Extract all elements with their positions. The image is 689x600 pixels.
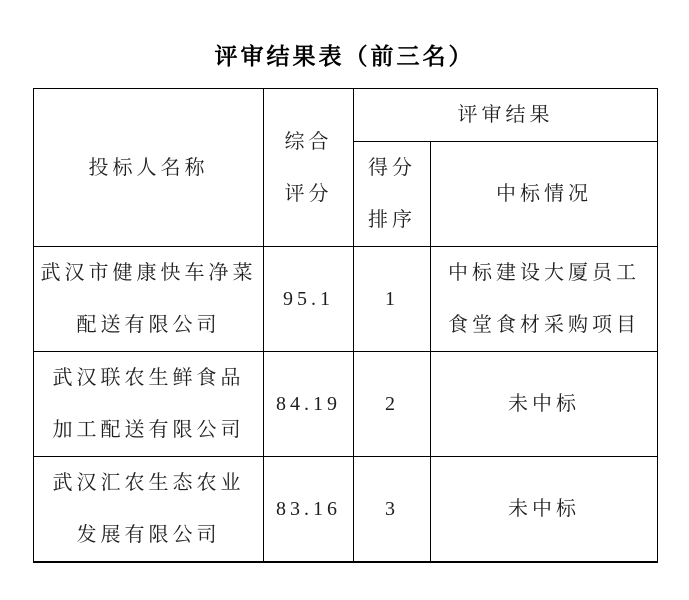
cell-composite-score: 84.19 xyxy=(264,352,354,457)
cell-bidder-name: 武汉联农生鲜食品 加工配送有限公司 xyxy=(34,352,264,457)
header-evaluation-result: 评审结果 xyxy=(354,89,658,142)
table-row xyxy=(34,352,658,457)
cell-composite-score: 83.16 xyxy=(264,457,354,563)
header-score-rank: 得分 排序 xyxy=(354,142,431,247)
evaluation-results-table xyxy=(33,88,658,563)
page-title: 评审结果表（前三名） xyxy=(214,44,475,69)
table-row xyxy=(34,247,658,352)
header-award-status: 中标情况 xyxy=(431,142,658,247)
cell-bidder-name: 武汉市健康快车净菜 配送有限公司 xyxy=(34,247,264,352)
cell-award-status: 中标建设大厦员工 食堂食材采购项目 xyxy=(431,247,658,352)
cell-bidder-name: 武汉汇农生态农业 发展有限公司 xyxy=(34,457,264,563)
cell-score-rank: 3 xyxy=(354,457,431,563)
cell-award-status: 未中标 xyxy=(431,457,658,563)
cell-score-rank: 1 xyxy=(354,247,431,352)
header-row-top xyxy=(34,89,658,142)
cell-score-rank: 2 xyxy=(354,352,431,457)
table-row xyxy=(34,457,658,563)
cell-award-status: 未中标 xyxy=(431,352,658,457)
cell-composite-score: 95.1 xyxy=(264,247,354,352)
header-composite-score: 综合 评分 xyxy=(264,89,354,247)
header-bidder-name: 投标人名称 xyxy=(34,89,264,247)
